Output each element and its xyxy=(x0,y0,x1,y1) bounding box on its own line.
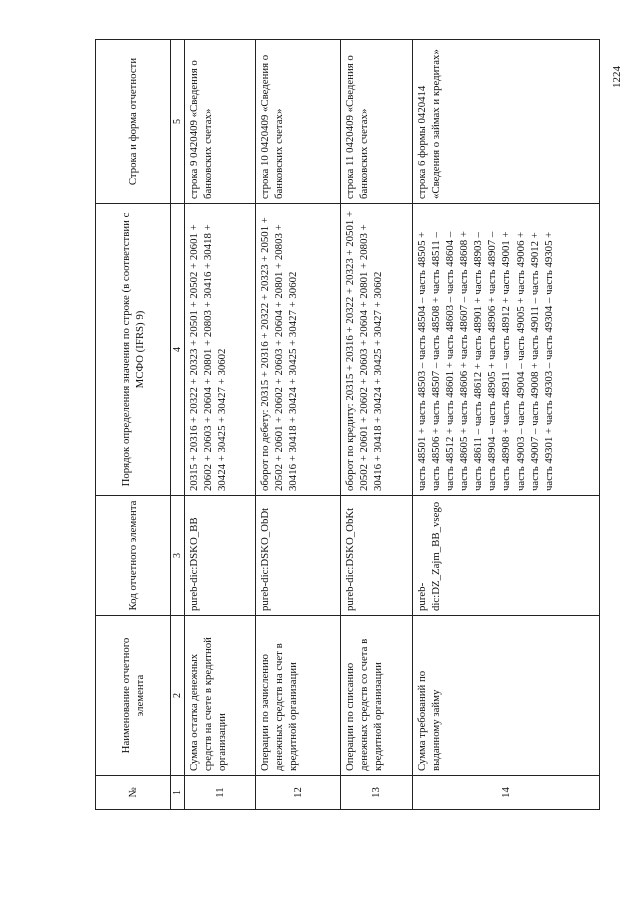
page-number: 1224 xyxy=(611,66,623,88)
element-name: Сумма требований по выданному займу xyxy=(413,616,600,776)
element-form: строка 9 0420409 «Сведения о банковских счетах» xyxy=(185,40,256,204)
column-number-row xyxy=(170,40,185,810)
element-code: pureb-dic:DSKO_ObKt xyxy=(340,496,413,616)
element-code: pureb-dic:DSKO_BB xyxy=(185,496,256,616)
header-code: Код отчетного элемента xyxy=(96,496,171,616)
element-code: pureb-dic:DZ_Zajm_BB_vsego xyxy=(413,496,600,616)
table-row xyxy=(255,40,340,810)
element-formula: 20315 + 20316 + 20322 + 20323 + 20501 + 20502 + 20601 + 20602 + 20603 + 20604 + 20801 + 20803 + 30416 + 30418 + 30424 + 30425 + 30427 + 30602 xyxy=(185,204,256,496)
header-form: Строка и форма отчетности xyxy=(96,40,171,204)
table-header-row xyxy=(96,40,171,810)
row-number: 11 xyxy=(185,776,256,810)
element-name: Операции по зачислению денежных средств на счет в кредитной организации xyxy=(255,616,340,776)
element-formula: оборот по кредиту: 20315 + 20316 + 20322 + 20323 + 20501 + 20502 + 20601 + 20602 + 20603 + 20604 + 20801 + 20803 + 30416 + 30418 + 30424 + 30425 + 30427 + 30602 xyxy=(340,204,413,496)
column-number: 2 xyxy=(170,616,185,776)
element-formula xyxy=(413,204,600,496)
table-row xyxy=(340,40,413,810)
element-form: строка 11 0420409 «Сведения о банковских счетах» xyxy=(340,40,413,204)
table-row xyxy=(413,40,600,810)
element-code: pureb-dic:DSKO_ObDt xyxy=(255,496,340,616)
column-number: 1 xyxy=(170,776,185,810)
element-formula: оборот по дебету: 20315 + 20316 + 20322 + 20323 + 20501 + 20502 + 20601 + 20602 + 20603 + 20604 + 20801 + 20803 + 30416 + 30418 + 30424 + 30425 + 30427 + 30602 xyxy=(255,204,340,496)
element-formula-text: часть 48501 + часть 48503 – часть 48504 – часть 48505 + часть 48506 + часть 48507 – часть 48508 + часть 48511 – часть 48512 + часть 48601 + часть 48603 – часть 48604 – часть 48605 + часть 48606 + часть 48607 – часть 48608 + часть 48611 – часть 48612 + часть 48901 + часть 48903 – часть 48904 – часть 48905 + часть 48906 + часть 48907 – часть 48908 + часть 48911 – часть 48912 + часть 49001 + часть 49003 – часть 49004 – часть 49005 + часть 49006 + часть 49007 – часть 49008 + часть 49011 – часть 49012 + часть 49301 + часть 49303 – часть 49304 – часть 49305 + xyxy=(416,231,555,491)
element-form: строка 10 0420409 «Сведения о банковских счетах» xyxy=(255,40,340,204)
column-number: 4 xyxy=(170,204,185,496)
element-form: строка 6 формы 0420414 «Сведения о займах и кредитах» xyxy=(413,40,600,204)
column-number: 5 xyxy=(170,40,185,204)
column-number: 3 xyxy=(170,496,185,616)
row-number: 13 xyxy=(340,776,413,810)
row-number: 14 xyxy=(413,776,600,810)
header-no: № xyxy=(96,776,171,810)
header-formula: Порядок определения значения по строке (в соответствии с МСФО (IFRS) 9) xyxy=(96,204,171,496)
element-name: Сумма остатка денежных средств на счете в кредитной организации xyxy=(185,616,256,776)
row-number: 12 xyxy=(255,776,340,810)
element-name: Операции по списанию денежных средств со счета в кредитной организации xyxy=(340,616,413,776)
header-name: Наименование отчетного элемента xyxy=(96,616,171,776)
reporting-elements-table xyxy=(95,39,600,810)
table-row xyxy=(185,40,256,810)
rotated-table-container xyxy=(95,40,600,810)
